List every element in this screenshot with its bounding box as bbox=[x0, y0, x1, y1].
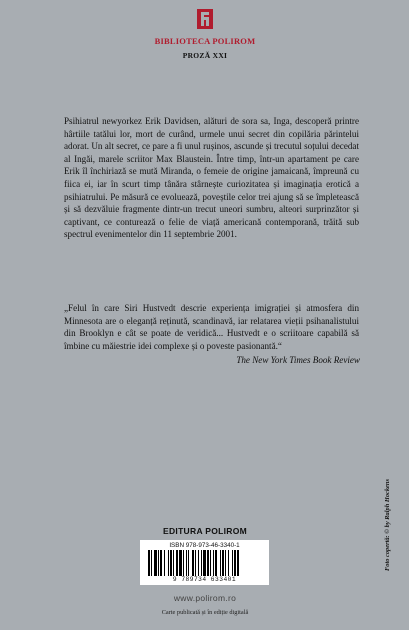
series-brand: BIBLIOTECA POLIROM bbox=[154, 36, 256, 46]
review-source: The New York Times Book Review bbox=[236, 355, 360, 365]
review-quote: „Felul în care Siri Hustvedt descrie experiența imigrației și atmosfera din Minnesota are o eleganță reținută, scandinavă, iar relatarea vieții psihanalistului din Brooklyn e cât se poate de veridică... Hustvedt e o scriitoare capabilă să îmbine cu măiestrie idei complexe și o poveste pasionantă.“ bbox=[64, 303, 359, 351]
isbn-text: ISBN 978-973-46-3340-1 bbox=[169, 542, 240, 549]
publisher-logo bbox=[150, 8, 260, 60]
isbn-barcode bbox=[140, 540, 269, 585]
publisher-website: www.polirom.ro bbox=[173, 593, 237, 603]
barcode-digits: 9 789734 633401 bbox=[172, 576, 237, 583]
photo-credit: Foto copertă: © by Ralph Hockens bbox=[384, 479, 391, 571]
series-name: PROZĂ XXI bbox=[182, 51, 228, 60]
publisher-name: EDITURA POLIROM bbox=[163, 526, 247, 536]
book-description: Psihiatrul newyorkez Erik Davidsen, alături de sora sa, Inga, descoperă printre hârtiile tatălui lor, mort de curând, urmele unui secret din copilăria părintelui adorat. Un alt secret, ce pare a fi unul rușinos, ascunde și trecutul soțului decedat al Ingăi, marele scriitor Max Blaustein. Între timp, într-un apartament pe care Erik îl închiriază se mută Miranda, o femeie de origine jamaicană, împreună cu fiica ei, iar în scurt timp tânăra stârnește curiozitatea și imaginația erotică a psihiatrului. Pe măsură ce evoluează, poveștile celor trei ajung să se împletească și să dezvăluie fragmente dintr-un trecut uneori sumbru, alteori surprinzător și captivant, ce conturează o felie de viață americană contemporană, trăită sub spectrul evenimentelor din 11 septembrie 2001. bbox=[64, 116, 359, 240]
barcode-icon bbox=[148, 550, 261, 576]
digital-edition-note: Carte publicată și în ediție digitală bbox=[161, 609, 249, 616]
polirom-logo-icon bbox=[196, 8, 214, 30]
